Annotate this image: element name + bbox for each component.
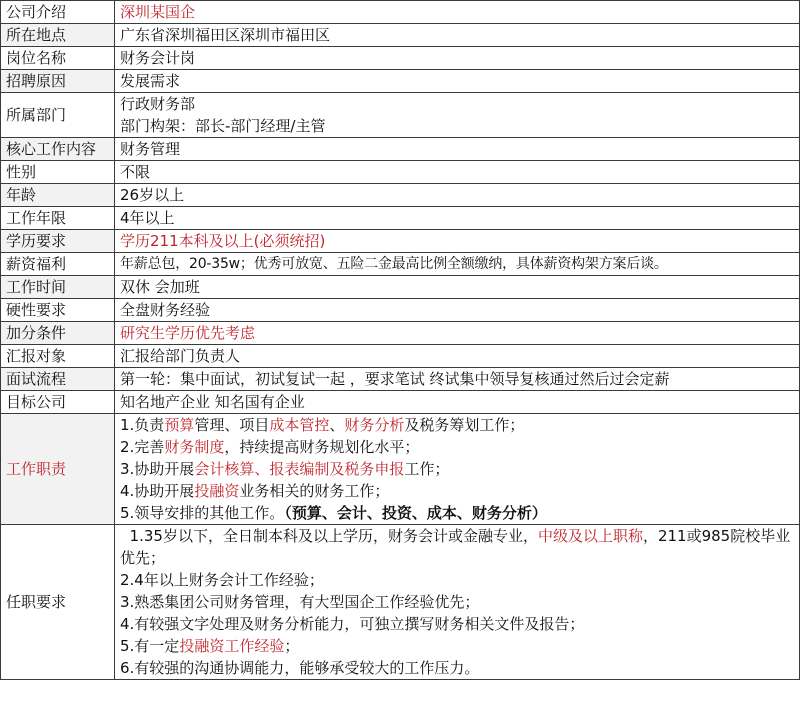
- value-report: 汇报给部门负责人: [115, 345, 800, 368]
- label-report: 汇报对象: [1, 345, 115, 368]
- label-core: 核心工作内容: [1, 138, 115, 161]
- req-line-1: [120, 525, 794, 569]
- row-worktime: [1, 276, 800, 299]
- label-education: 学历要求: [1, 230, 115, 253]
- label-bonus: 加分条件: [1, 322, 115, 345]
- row-target: [1, 391, 800, 414]
- row-years: [1, 207, 800, 230]
- req-1-text-c: ，211或985院校毕业优先；: [120, 527, 791, 567]
- value-reason: 发展需求: [115, 70, 800, 93]
- duty-1-text-a: 1.负责: [120, 416, 165, 434]
- req-line-5: [120, 635, 794, 657]
- value-duties: [115, 414, 800, 525]
- duty-2-highlight: 财务制度: [164, 438, 225, 456]
- value-target: 知名地产企业 知名国有企业: [115, 391, 800, 414]
- label-department: 所属部门: [1, 93, 115, 138]
- duty-1-highlight-budget: 预算: [164, 416, 195, 434]
- req-5-text-a: 5.有一定: [120, 637, 180, 655]
- duty-3-text-c: 工作；: [404, 460, 450, 478]
- value-age: 26岁以上: [115, 184, 800, 207]
- value-department: [115, 93, 800, 138]
- duty-line-4: [120, 480, 794, 502]
- duty-2-text-a: 2.完善: [120, 438, 165, 456]
- duty-1-highlight-analysis: 财务分析: [344, 416, 405, 434]
- value-position: 财务会计岗: [115, 47, 800, 70]
- duty-1-text-g: 及税务筹划工作；: [404, 416, 525, 434]
- label-location: 所在地点: [1, 24, 115, 47]
- row-company: [1, 1, 800, 24]
- label-gender: 性别: [1, 161, 115, 184]
- value-years: 4年以上: [115, 207, 800, 230]
- row-requirements: [1, 525, 800, 680]
- duty-5-bold-summary: （预算、会计、投资、成本、财务分析）: [284, 504, 547, 522]
- row-age: [1, 184, 800, 207]
- label-target: 目标公司: [1, 391, 115, 414]
- value-core: 财务管理: [115, 138, 800, 161]
- row-duties: [1, 414, 800, 525]
- row-education: [1, 230, 800, 253]
- req-line-6: 6.有较强的沟通协调能力，能够承受较大的工作压力。: [120, 659, 480, 677]
- duty-line-2: [120, 436, 794, 458]
- value-company: 深圳某国企: [115, 1, 800, 24]
- duty-3-highlight: 会计核算、报表编制及税务申报: [194, 460, 405, 478]
- label-age: 年龄: [1, 184, 115, 207]
- value-salary: 年薪总包，20-35w；优秀可放宽、五险二金最高比例全额缴纳，具体薪资构架方案后谈。: [115, 253, 800, 276]
- duty-1-text-e: 、: [329, 416, 345, 434]
- label-worktime: 工作时间: [1, 276, 115, 299]
- duty-1-highlight-cost: 成本管控: [269, 416, 330, 434]
- label-position: 岗位名称: [1, 47, 115, 70]
- label-reason: 招聘原因: [1, 70, 115, 93]
- duty-2-text-c: ，持续提高财务规划化水平；: [224, 438, 420, 456]
- row-report: [1, 345, 800, 368]
- row-bonus: [1, 322, 800, 345]
- value-worktime: 双休 会加班: [115, 276, 800, 299]
- req-1-highlight: 中级及以上职称: [537, 527, 643, 545]
- value-location: 广东省深圳福田区深圳市福田区: [115, 24, 800, 47]
- row-location: [1, 24, 800, 47]
- row-department: [1, 93, 800, 138]
- req-line-4: 4.有较强文字处理及财务分析能力，可独立撰写财务相关文件及报告；: [120, 615, 585, 633]
- duty-line-1: [120, 414, 794, 436]
- department-name: 行政财务部: [120, 95, 196, 113]
- label-years: 工作年限: [1, 207, 115, 230]
- row-hard: [1, 299, 800, 322]
- label-interview: 面试流程: [1, 368, 115, 391]
- row-interview: [1, 368, 800, 391]
- value-hard: 全盘财务经验: [115, 299, 800, 322]
- label-salary: 薪资福利: [1, 253, 115, 276]
- value-requirements: [115, 525, 800, 680]
- duty-3-text-a: 3.协助开展: [120, 460, 195, 478]
- duty-4-text-c: 业务相关的财务工作；: [239, 482, 390, 500]
- row-salary: [1, 253, 800, 276]
- duty-line-5: [120, 502, 794, 524]
- value-interview: 第一轮：集中面试，初试复试一起 ，要求笔试 终试集中领导复核通过然后过会定薪: [115, 368, 800, 391]
- duty-5-text-a: 5.领导安排的其他工作。: [120, 504, 285, 522]
- row-reason: [1, 70, 800, 93]
- row-position: [1, 47, 800, 70]
- label-hard: 硬性要求: [1, 299, 115, 322]
- req-line-3: 3.熟悉集团公司财务管理，有大型国企工作经验优先；: [120, 593, 480, 611]
- duty-1-text-c: 管理、项目: [194, 416, 270, 434]
- req-5-text-c: ；: [284, 637, 300, 655]
- row-gender: [1, 161, 800, 184]
- duty-4-text-a: 4.协助开展: [120, 482, 195, 500]
- req-line-2: 2.4年以上财务会计工作经验；: [120, 571, 324, 589]
- department-structure: 部门构架：部长-部门经理/主管: [120, 117, 326, 135]
- label-duties: 工作职责: [1, 414, 115, 525]
- row-core: [1, 138, 800, 161]
- req-1-text-a: 1.35岁以下，全日制本科及以上学历，财务会计或金融专业，: [120, 527, 538, 545]
- req-5-highlight: 投融资工作经验: [179, 637, 285, 655]
- value-gender: 不限: [115, 161, 800, 184]
- duty-line-3: [120, 458, 794, 480]
- label-requirements: 任职要求: [1, 525, 115, 680]
- value-education: 学历211本科及以上(必须统招): [115, 230, 800, 253]
- label-company: 公司介绍: [1, 1, 115, 24]
- duty-4-highlight: 投融资: [194, 482, 240, 500]
- value-bonus: 研究生学历优先考虑: [115, 322, 800, 345]
